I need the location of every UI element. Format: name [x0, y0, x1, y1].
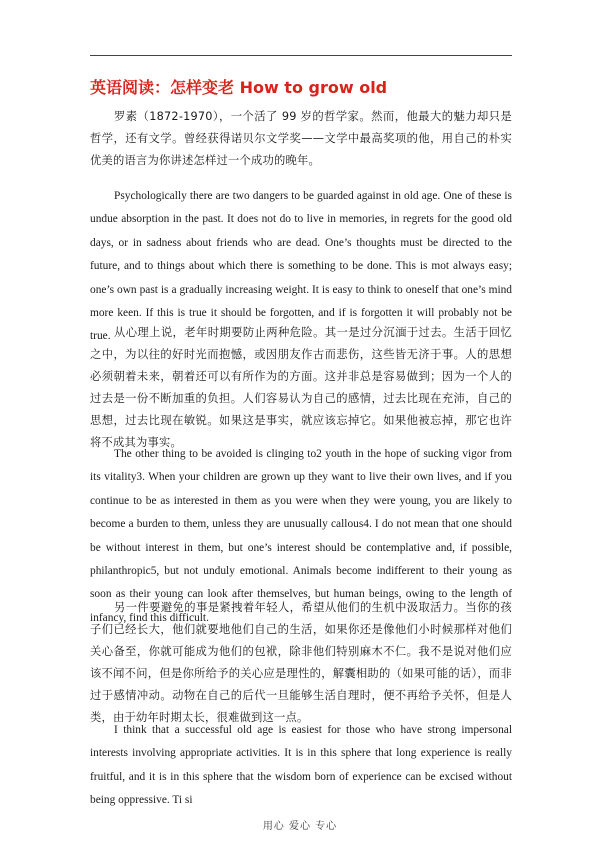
chinese-paragraph-2: 另一件要避免的事是紧拽着年轻人，希望从他们的生机中汲取活力。当你的孩子们已经长大，他们就要地他们自己的生活，如果你还是像他们小时候那样对他们关心备至，你就可能成为他们的包袱，除非他们特别麻木不仁。我不是说对他们应该不闻不问，但是你所给予的关心应是理性的，解囊相助的（如果可能的话），而非过于感情冲动。动物在自己的后代一旦能够生活自理时，便不再给予关怀，但是人类，由于幼年时期太长，很难做到这一点。 [90, 601, 512, 724]
chinese-paragraph-1: 从心理上说，老年时期要防止两种危险。其一是过分沉湎于过去。生活于回忆之中，为以往的好时光而抱憾，或因朋友作古而悲伤，这些皆无济于事。人的思想必须朝着未来，朝着还可以有所作为的方面。这并非总是容易做到；因为一个人的过去是一份不断加重的负担。人们容易认为自己的感情，过去比现在充沛，自己的思想，过去比现在敏锐。如果这是事实，就应该忘掉它。如果他被忘掉，那它也许将不成其为事实。 [90, 326, 512, 449]
english-paragraph-1: Psychologically there are two dangers to be guarded against in old age. One of these is undue absorption in the past. It does not do to live in memories, in regrets for the good old days, or in sadness about friends who are dead. One’s thoughts must be directed to the future, and to things about which there is something to be done. This is mot always easy; one’s own past is a gradually increasing weight. It is easy to think to oneself that one’s mind more keen. If this is true it should be forgotten, and if is forgotten it will probably not be true. [90, 190, 512, 343]
english-paragraph-3: I think that a successful old age is easiest for those who have strong impersonal interests involving appropriate activities. It is in this sphere that long experience is really fruitful, and it is in this sphere that the wisdom born of experience can be excised without being oppressive. Ti si [90, 724, 512, 807]
page-footer: 用心 爱心 专心 [262, 821, 338, 832]
header-rule [90, 55, 512, 56]
intro-paragraph: 罗素（1872-1970），一个活了 99 岁的哲学家。然而，他最大的魅力却只是哲学，还有文学。曾经获得诺贝尔文学奖——文学中最高奖项的他，用自己的朴实优美的语言为你讲述怎样过一个成功的晚年。 [90, 110, 512, 167]
page-title: 英语阅读：怎样变老 How to grow old [90, 78, 388, 97]
english-paragraph-2: The other thing to be avoided is clinging to2 youth in the hope of sucking vigor from its vitality3. When your children are grown up they want to live their own lives, and if you continue to be as interested in them as you were when they were young, you are likely to become a burden to them, unless they are unusually callous4. I do not mean that one should be without interest in them, but one’s interest should be contemplative and, if possible, philanthropic5, but not unduly emotional. Animals become indifferent to their young as soon as their young can look after themselves, but human beings, owing to the length of infancy, find this difficult. [90, 448, 512, 624]
